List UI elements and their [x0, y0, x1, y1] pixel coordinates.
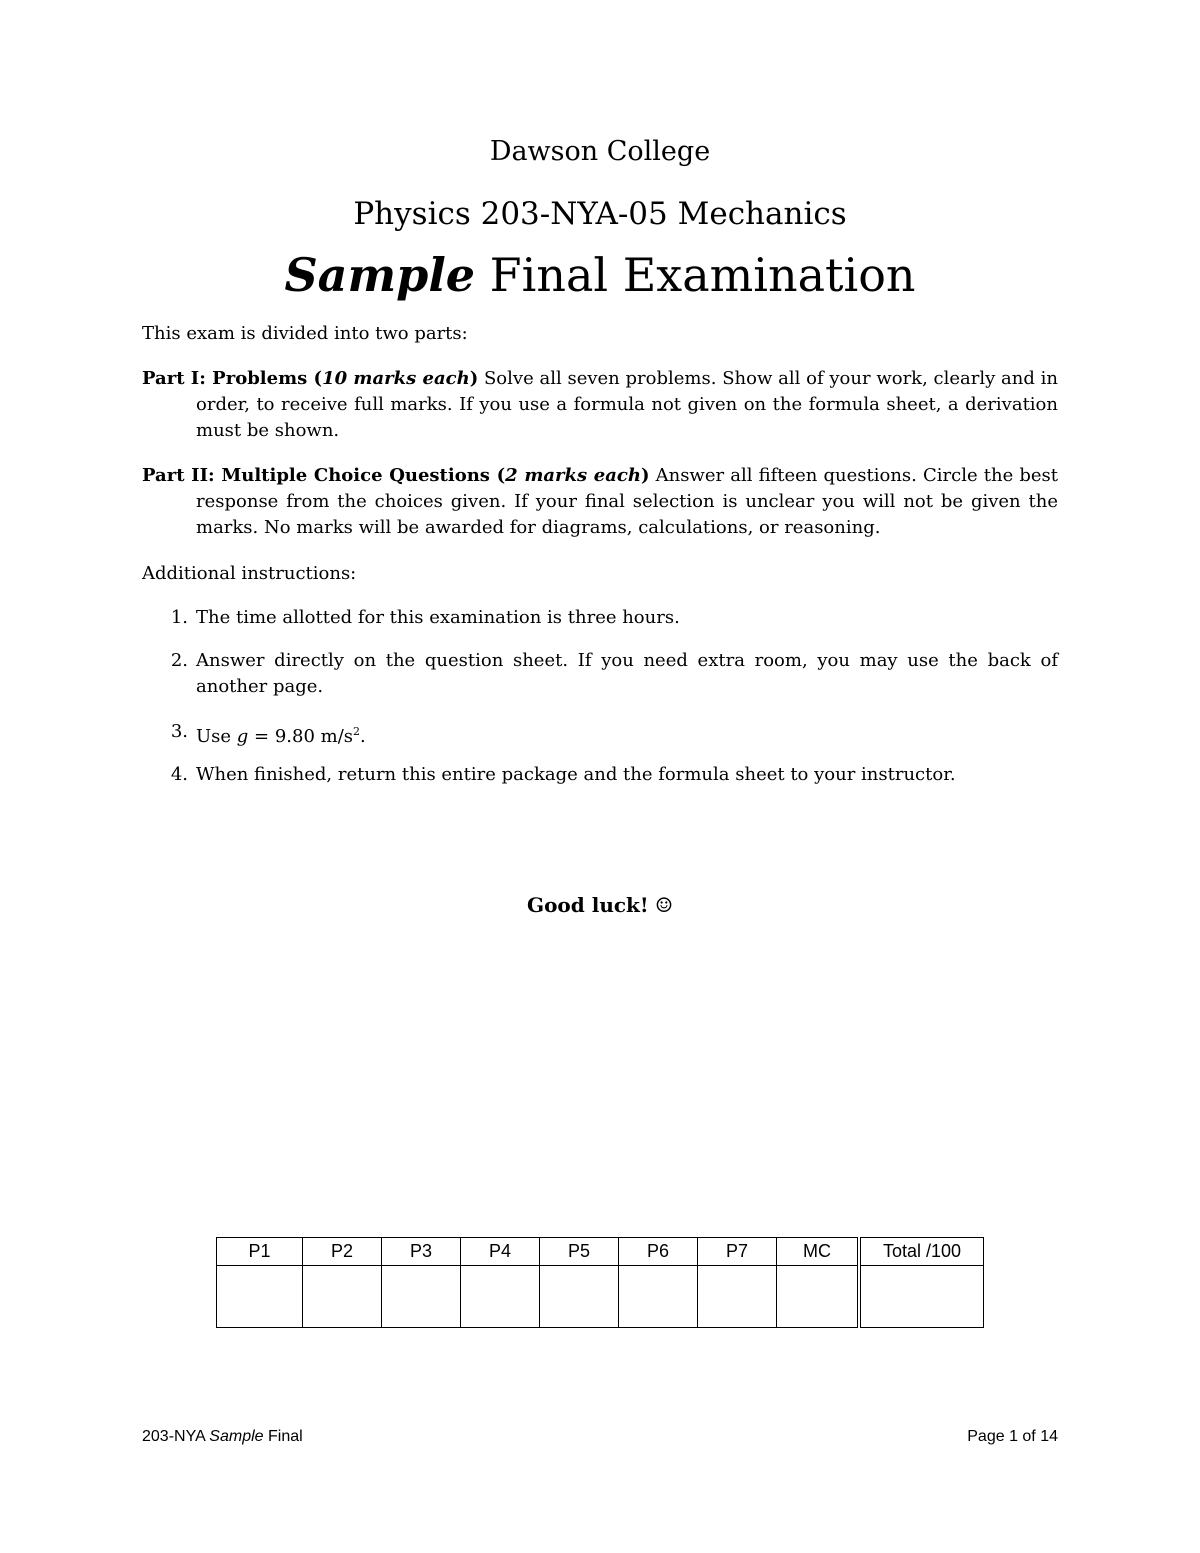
- score-cell-mc[interactable]: [777, 1266, 860, 1328]
- intro-text: This exam is divided into two parts:: [142, 323, 468, 344]
- course-title: Physics 203-NYA-05 Mechanics: [353, 196, 847, 232]
- institution-name: Dawson College: [489, 136, 711, 167]
- part-two-text: Answer all fifteen questions. Circle the best response from the choices given. If your final selection is unclear you will not be given the marks. No marks will be awarded for diagrams, calculations, or reasoning.: [196, 465, 1058, 538]
- score-cell-p6[interactable]: [619, 1266, 698, 1328]
- score-header-p2: P2: [303, 1238, 382, 1266]
- part-one-text: Solve all seven problems. Show all of your work, clearly and in order, to receive full marks. If you use a formula not given on the formula sheet, a derivation must be shown.: [196, 368, 1059, 441]
- score-header-p7: P7: [698, 1238, 777, 1266]
- score-cell-total[interactable]: [859, 1266, 984, 1328]
- score-cell-p1[interactable]: [217, 1266, 303, 1328]
- score-cell-p2[interactable]: [303, 1266, 382, 1328]
- exam-title: [0, 248, 1200, 302]
- smiley-icon: ☺: [655, 893, 673, 917]
- score-header-p5: P5: [540, 1238, 619, 1266]
- additional-instructions-heading: Additional instructions:: [142, 563, 357, 584]
- score-cell-p5[interactable]: [540, 1266, 619, 1328]
- footer-course-code: 203-NYA Sample Final: [142, 1428, 303, 1445]
- score-cell-p4[interactable]: [461, 1266, 540, 1328]
- part-one-description: [142, 366, 1058, 444]
- score-table: [216, 1237, 984, 1328]
- exam-title-rest: Final Examination: [475, 248, 916, 302]
- score-header-mc: MC: [777, 1238, 860, 1266]
- footer-page-number: Page 1 of 14: [967, 1428, 1058, 1445]
- part-two-heading: Part II: Multiple Choice Questions (2 marks each): [142, 465, 650, 486]
- score-header-p3: P3: [382, 1238, 461, 1266]
- score-header-p4: P4: [461, 1238, 540, 1266]
- score-cell-p7[interactable]: [698, 1266, 777, 1328]
- part-one-heading: Part I: Problems (10 marks each): [142, 368, 479, 389]
- score-header-total: Total /100: [859, 1238, 984, 1266]
- good-luck-message: Good luck! ☺: [527, 893, 673, 917]
- score-cell-p3[interactable]: [382, 1266, 461, 1328]
- score-header-p6: P6: [619, 1238, 698, 1266]
- exam-title-emphasis: Sample: [284, 248, 476, 302]
- part-two-description: [142, 463, 1058, 541]
- score-header-p1: P1: [217, 1238, 303, 1266]
